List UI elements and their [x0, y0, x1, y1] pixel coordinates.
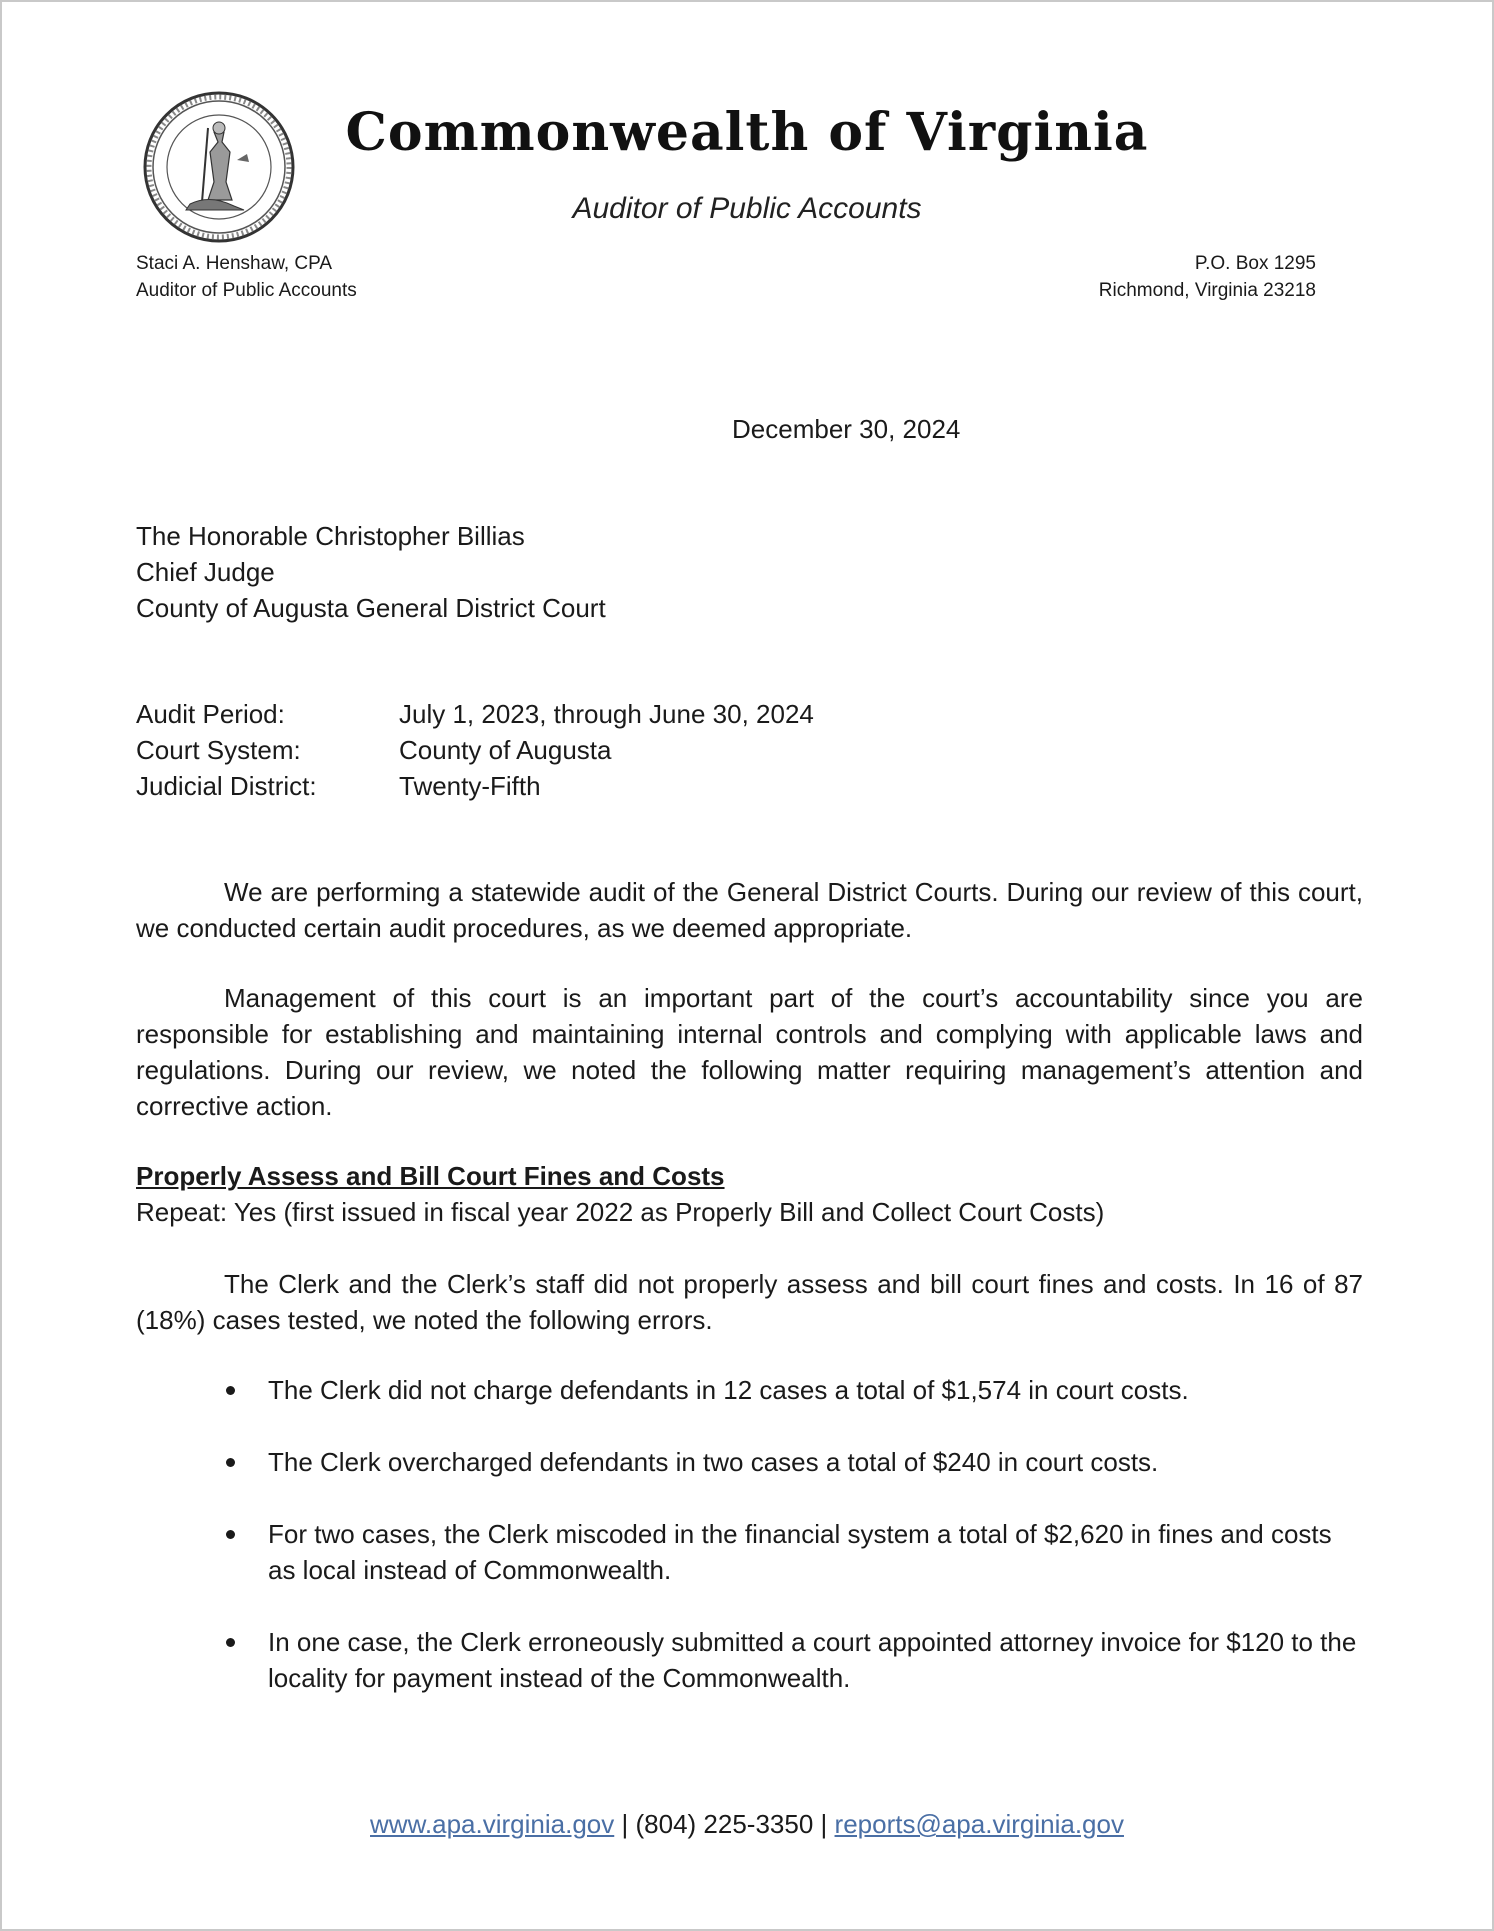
finding-repeat: Repeat: Yes (first issued in fiscal year 2022 as Properly Bill and Collect Court Costs) — [136, 1197, 1105, 1227]
meta-value: July 1, 2023, through June 30, 2024 — [399, 699, 814, 729]
footer — [2, 1809, 1492, 1840]
finding-header — [136, 1158, 1363, 1230]
judicial-district-row — [136, 768, 1363, 804]
state-title: Commonwealth of Virginia — [345, 102, 1149, 163]
addressee-block — [136, 518, 1363, 626]
addressee-court: County of Augusta General District Court — [136, 593, 606, 623]
auditor-block — [136, 250, 357, 304]
email-link[interactable]: reports@apa.virginia.gov — [834, 1809, 1124, 1839]
audit-period-row — [136, 696, 1363, 732]
list-item-text: In one case, the Clerk erroneously submitted a court appointed attorney invoice for $120 to the locality for payment instead of the Commonwealth. — [268, 1627, 1357, 1693]
management-paragraph: Management of this court is an important part of the court’s accountability since you are responsible for establishing and maintaining internal controls and complying with applicable laws and regulations. During our review, we noted the following matter requiring management’s attention and corrective action. — [136, 983, 1363, 1121]
meta-label: Judicial District: — [136, 771, 317, 801]
meta-value: Twenty-Fifth — [399, 771, 541, 801]
list-item — [136, 1372, 1363, 1408]
bullet-icon — [226, 1386, 235, 1395]
po-box: P.O. Box 1295 — [1194, 253, 1316, 274]
city-state-zip: Richmond, Virginia 23218 — [1098, 280, 1316, 301]
list-item-text: The Clerk did not charge defendants in 12 cases a total of $1,574 in court costs. — [268, 1375, 1189, 1405]
bullet-icon — [226, 1458, 235, 1467]
footer-separator: | — [820, 1809, 828, 1839]
court-system-row — [136, 732, 1363, 768]
bullet-icon — [226, 1530, 235, 1539]
meta-label: Court System: — [136, 735, 301, 765]
list-item — [136, 1444, 1363, 1480]
error-list — [136, 1372, 1363, 1732]
list-item — [136, 1516, 1363, 1588]
addressee-name: The Honorable Christopher Billias — [136, 521, 525, 551]
letter-date: December 30, 2024 — [732, 414, 961, 444]
list-item-text: For two cases, the Clerk miscoded in the financial system a total of $2,620 in fines and costs as local instead of Commonwealth. — [268, 1519, 1332, 1585]
office-subtitle: Auditor of Public Accounts — [572, 192, 922, 225]
footer-separator: | — [621, 1809, 629, 1839]
finding-paragraph: The Clerk and the Clerk’s staff did not properly assess and bill court fines and costs. In 16 of 87 (18%) cases tested, we noted the following errors. — [136, 1269, 1363, 1335]
meta-value: County of Augusta — [399, 735, 612, 765]
website-link[interactable]: www.apa.virginia.gov — [370, 1809, 615, 1839]
auditor-title: Auditor of Public Accounts — [136, 280, 357, 301]
list-item-text: The Clerk overcharged defendants in two cases a total of $240 in court costs. — [268, 1447, 1159, 1477]
phone-number: (804) 225-3350 — [635, 1809, 814, 1839]
auditor-name: Staci A. Henshaw, CPA — [136, 253, 333, 274]
audit-details — [136, 696, 1363, 804]
meta-label: Audit Period: — [136, 699, 285, 729]
finding-title: Properly Assess and Bill Court Fines and Costs — [136, 1161, 725, 1191]
addressee-title: Chief Judge — [136, 557, 275, 587]
intro-paragraph: We are performing a statewide audit of the General District Courts. During our review of this court, we conducted certain audit procedures, as we deemed appropriate. — [136, 877, 1363, 943]
mailing-address — [1099, 250, 1316, 304]
bullet-icon — [226, 1638, 235, 1647]
list-item — [136, 1624, 1363, 1696]
